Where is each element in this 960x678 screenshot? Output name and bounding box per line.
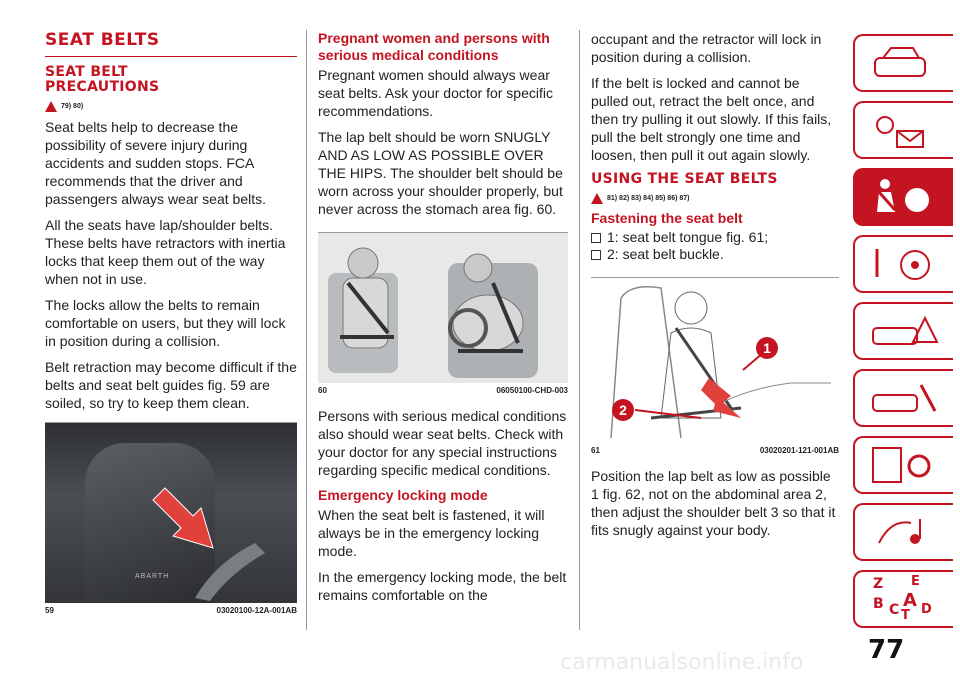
figure-61 <box>591 277 839 455</box>
paragraph: occupant and the retractor will lock in position during a collision. <box>591 31 822 65</box>
paragraph: Position the lap belt as low as possible 1 fig. 62, not on the abdominal area 2, then adjust the shoulder belt 3 so that it fits snugly against your body. <box>591 468 836 538</box>
warning-triangle-icon <box>591 193 603 204</box>
figure-59 <box>45 422 297 615</box>
tab-emergency[interactable] <box>853 302 953 360</box>
seat-badge: ABARTH <box>135 573 170 580</box>
tab-index[interactable]: Z E A B C T D <box>853 570 953 628</box>
paragraph: Belt retraction may become difficult if the belts and seat belt guides fig. 59 are soiled, so try to keep them clean. <box>45 359 297 411</box>
column-divider <box>306 30 307 630</box>
callout-1: 1 <box>763 340 771 356</box>
figure-caption: 59 03020100-12A-001AB <box>45 606 297 615</box>
watermark: carmanualsonline.info <box>560 650 804 675</box>
steering-key-icon <box>855 237 953 291</box>
subsection-title: SEAT BELT PRECAUTIONS <box>45 64 160 95</box>
tab-safety[interactable] <box>853 168 953 226</box>
tab-maintenance[interactable] <box>853 369 953 427</box>
tab-technical-data[interactable] <box>853 436 953 494</box>
seatbelt-fastening-drawing <box>591 278 839 443</box>
list-item: 2: seat belt buckle. <box>591 246 839 263</box>
paragraph: All the seats have lap/shoulder belts. These belts have retractors with inertia locks that keep them out of the way when not in use. <box>45 217 286 287</box>
tab-warning-lights[interactable] <box>853 101 953 159</box>
checkbox-bullet-icon <box>591 233 601 243</box>
figure-60 <box>318 232 568 395</box>
heading-pregnant: Pregnant women and persons with serious medical conditions <box>318 30 550 63</box>
paragraph: Persons with serious medical conditions also should wear seat belts. Check with your doctor for any special instructions regarding specific medical conditions. <box>318 408 567 478</box>
section-title: SEAT BELTS <box>45 30 297 57</box>
tab-multimedia[interactable] <box>853 503 953 561</box>
seatbelt-guide-photo <box>45 423 297 603</box>
column-3 <box>591 30 839 547</box>
callout-2: 2 <box>619 402 627 418</box>
paragraph: Seat belts help to decrease the possibility of severe injury during accidents and sudden stops. FCA recommends that the driver and passengers always wear seat belts. <box>45 119 266 207</box>
chapter-tabs <box>853 34 953 637</box>
paragraph: In the emergency locking mode, the belt remains comfortable on the <box>318 569 567 603</box>
paragraph: If the belt is locked and cannot be pulled out, retract the belt once, and then try pulling it out slowly. If this fails, pull the belt strongly one time and loosen, then pull it out again slowly. <box>591 75 832 163</box>
accident-icon <box>855 304 953 358</box>
checkbox-bullet-icon <box>591 250 601 260</box>
paragraph: When the seat belt is fastened, it will always be in the emergency locking mode. <box>318 507 545 559</box>
service-car-icon <box>855 371 953 425</box>
warning-triangle-icon <box>45 101 57 112</box>
arrow-icon <box>45 423 297 603</box>
pregnant-seatbelt-illustration <box>318 233 568 383</box>
pregnant-woman-illustration <box>318 233 568 383</box>
multimedia-icon <box>855 505 953 559</box>
specs-gear-icon <box>855 438 953 492</box>
heading-emergency: Emergency locking mode <box>318 487 488 503</box>
warning-references: 79) 80) <box>45 101 297 112</box>
tab-car-overview[interactable] <box>853 34 953 92</box>
paragraph: The locks allow the belts to remain comfortable on users, but they will lock in position during a collision. <box>45 297 286 349</box>
column-2 <box>318 30 568 612</box>
figure-caption: 61 03020201-121-001AB <box>591 446 839 455</box>
warning-references: 81) 82) 83) 84) 85) 86) 87) <box>591 193 839 204</box>
column-1 <box>45 30 297 615</box>
tab-starting-driving[interactable] <box>853 235 953 293</box>
airbag-seatbelt-icon <box>855 170 953 224</box>
paragraph: The lap belt should be worn SNUGLY AND AS LOW AS POSSIBLE OVER THE HIPS. The shoulder belt should be worn across your shoulder properly, but never across the stomach area fig. 60. <box>318 129 563 217</box>
figure-caption: 60 06050100-CHD-003 <box>318 386 568 395</box>
list-item: 1: seat belt tongue fig. 61; <box>591 229 839 246</box>
paragraph: Pregnant women should always wear seat belts. Ask your doctor for specific recommendations. <box>318 67 553 119</box>
warning-lights-icon <box>855 103 953 157</box>
section-title-using: USING THE SEAT BELTS <box>591 171 778 187</box>
car-icon <box>855 36 953 90</box>
column-divider <box>579 30 580 630</box>
heading-fastening: Fastening the seat belt <box>591 210 743 226</box>
page-number: 77 <box>868 635 905 665</box>
fastening-illustration <box>591 278 839 443</box>
